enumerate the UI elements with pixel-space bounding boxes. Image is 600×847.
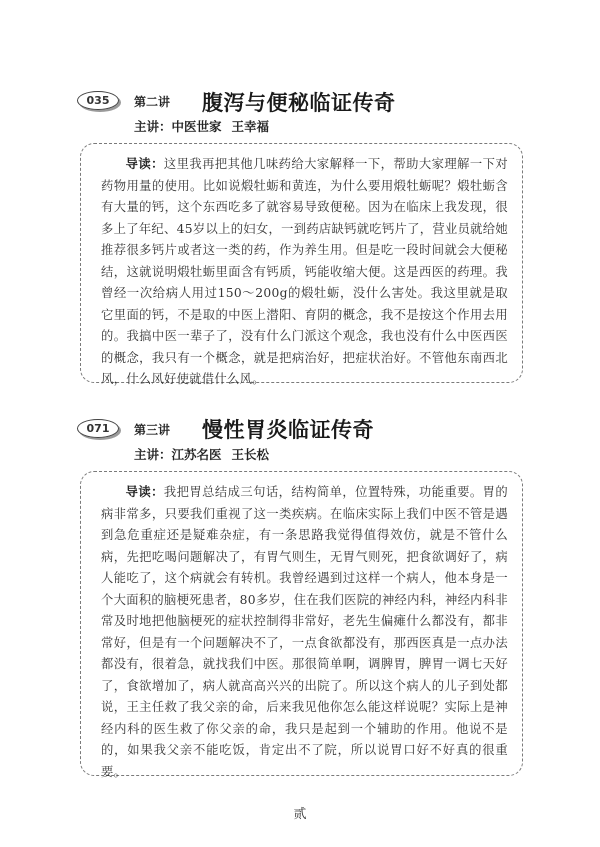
page-number: 贰 — [293, 807, 307, 822]
intro-text: 这里我再把其他几味药给大家解释一下，帮助大家理解一下对药物用量的使用。比如说煅牡蛎和黄连，为什么要用煅牡蛎呢？煅牡蛎含有大量的钙，这个东西吃多了就容易导致便秘。因为在临床上我发现，很多上了年纪、45岁以上的妇女，一到药店缺钙就吃钙片了，营业员就给她推荐很多钙片或者这一类的药，作为养生用。但是吃一段时间就会大便秘结，这就说明煅牡蛎里面含有钙质，钙能收缩大便。这是西医的药理。我曾经一次给病人用过150～200g的煅牡蛎，没什么害处。我这里就是取它里面的钙，不是取的中医上潜阳、育阴的概念，我不是按这个作用去用的。我搞中医一辈子了，没有什么门派这个观念，我也没有什么中医西医的概念，我只有一个概念，就是把病治好，把症状治好。不管他东南西北风，什么风好使就借什么风。 — [101, 157, 508, 386]
lecture-title: 慢性胃炎临证传奇 — [202, 417, 374, 442]
intro-label: 导读： — [125, 485, 164, 499]
speaker-name: 王长松 — [231, 447, 270, 462]
page-reference-badge: 071 — [77, 419, 119, 438]
speaker-name: 王幸福 — [231, 119, 270, 134]
intro-text: 我把胃总结成三句话，结构简单，位置特殊，功能重要。胃的病非常多，只要我们重视了这一类疾病。在临床实际上我们中医不管是遇到急危重症还是疑难杂症，有一条思路我觉得值得效仿，就是不管什么病，先把吃喝问题解决了，有胃气则生，无胃气则死，把食欲调好了，病人能吃了，这个病就会有转机。我曾经遇到过这样一个病人，他本身是一个大面积的脑梗死患者，80多岁，住在我们医院的神经内科，神经内科非常及时地把他脑梗死的症状控制得非常好，老先生偏瘫什么都没有，都非常好，但是有一个问题解决不了，一点食欲都没有，那西医真是一点办法都没有，很着急，就找我们中医。那很简单啊，调脾胃，脾胃一调七天好了，食欲增加了，病人就高高兴兴的出院了。所以这个病人的儿子到处都说，王主任救了我父亲的命，后来我见他你怎么能这样说呢？实际上是神经内科的医生救了你父亲的命，我只是起到一个辅助的作用。他说不是的，如果我父亲不能吃饭，肯定出不了院，所以说胃口好不好真的很重要。 — [101, 485, 508, 779]
speaker-prefix: 主讲： — [134, 119, 172, 134]
intro-box — [80, 471, 523, 779]
speaker-line — [134, 445, 279, 463]
intro-paragraph — [101, 154, 508, 391]
lecture-title: 腹泻与便秘临证传奇 — [202, 90, 396, 115]
lecture-number: 第三讲 — [134, 423, 171, 437]
intro-box — [80, 143, 523, 386]
intro-paragraph — [101, 482, 508, 783]
lecture-number: 第二讲 — [134, 95, 171, 109]
speaker-line — [134, 117, 279, 135]
intro-label: 导读： — [125, 157, 164, 171]
speaker-org: 江苏名医 — [171, 447, 222, 462]
page-reference-badge: 035 — [77, 91, 119, 110]
speaker-org: 中医世家 — [171, 119, 222, 134]
speaker-prefix: 主讲： — [134, 447, 172, 462]
